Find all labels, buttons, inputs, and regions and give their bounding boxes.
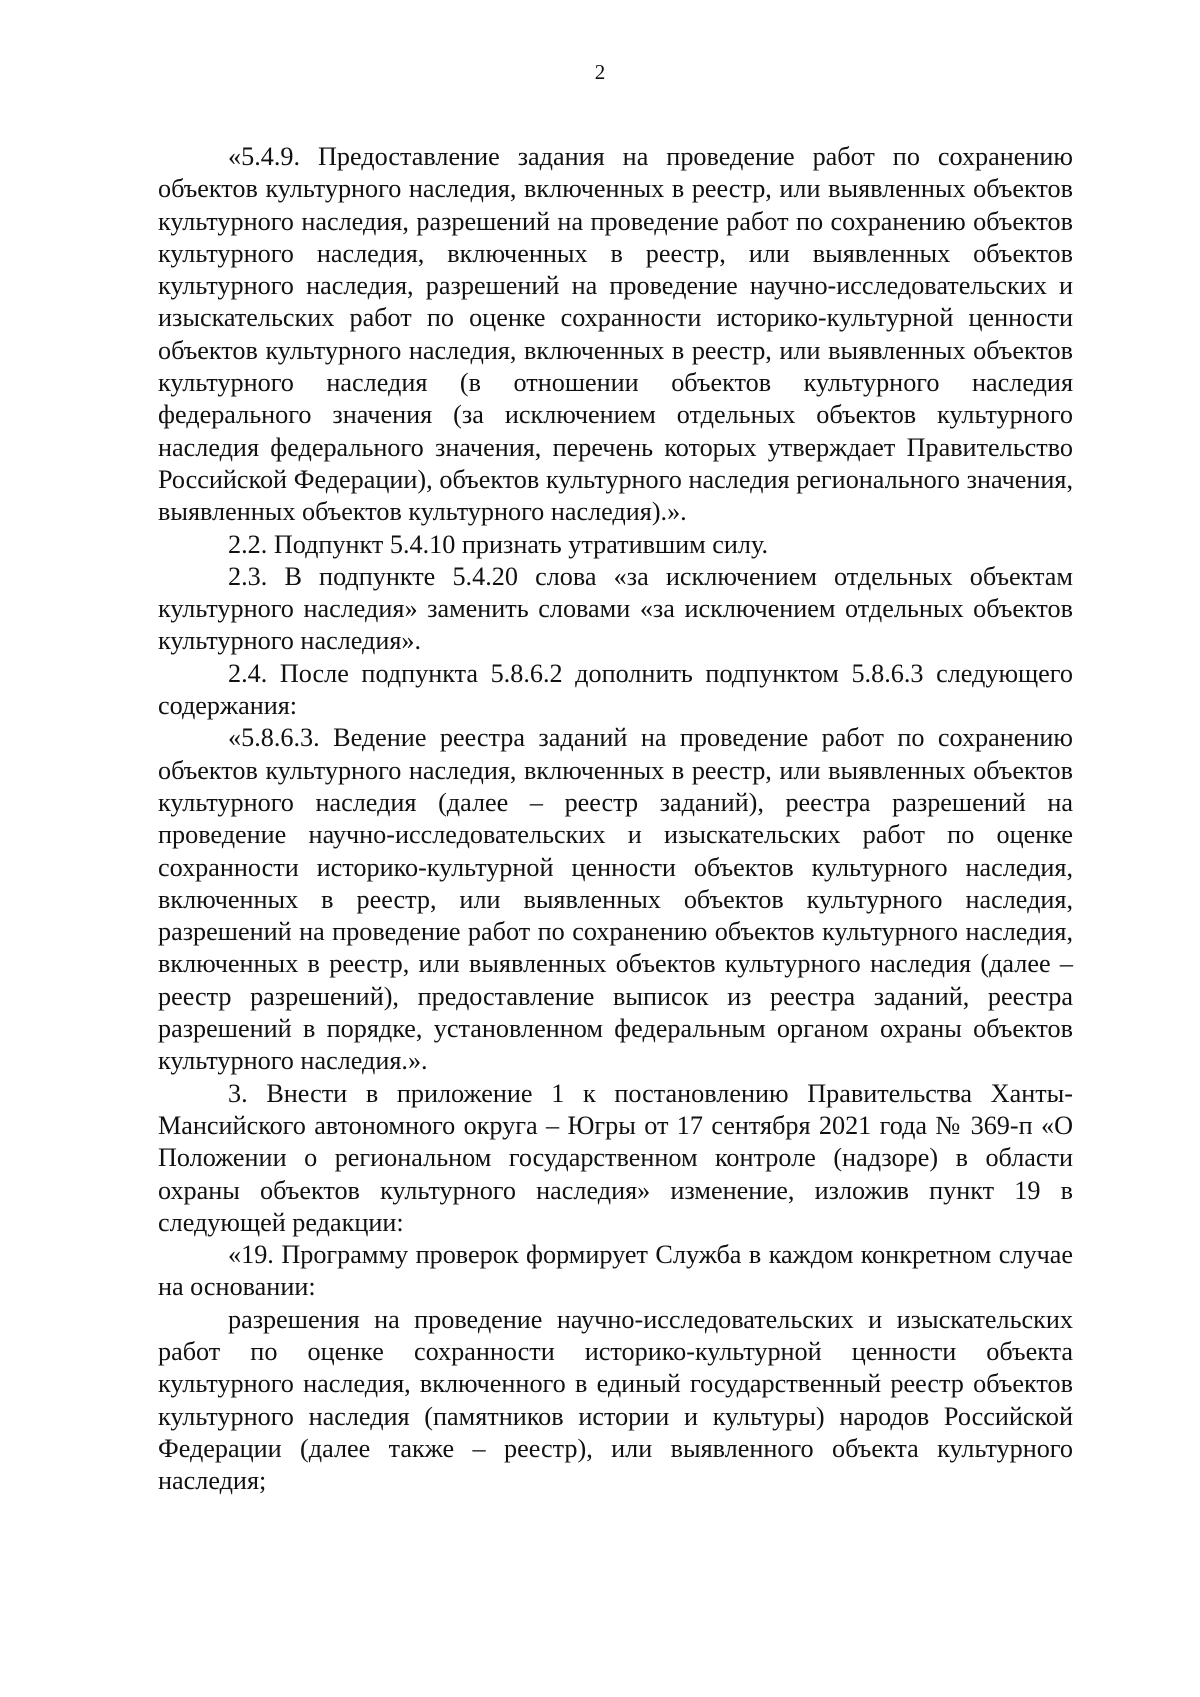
document-body — [158, 141, 1073, 1497]
paragraph-19-permit: разрешения на проведение научно-исследовательских и изыскательских работ по оценке сохранности историко-культурной ценности объекта культурного наследия, включенного в единый государственный реестр объектов культурного наследия (памятников истории и культуры) народов Российской Федерации (далее также – реестр), или выявленного объекта культурного наследия; — [158, 1304, 1073, 1496]
paragraph-2-2: 2.2. Подпункт 5.4.10 признать утратившим силу. — [228, 529, 769, 559]
page-number: 2 — [594, 60, 606, 84]
paragraph-2-4: 2.4. После подпункта 5.8.6.2 дополнить подпунктом 5.8.6.3 следующего содержания: — [158, 658, 1073, 721]
paragraph-3: 3. Внести в приложение 1 к постановлению Правительства Ханты-Мансийского автономного округа – Югры от 17 сентября 2021 года № 369-п «О Положении о региональном государственном контроле (надзоре) в области охраны объектов культурного наследия» изменение, изложив пункт 19 в следующей редакции: — [158, 1078, 1073, 1237]
paragraph-2-3: 2.3. В подпункте 5.4.20 слова «за исключением отдельных объектам культурного наследия» заменить словами «за исключением отдельных объектов культурного наследия». — [158, 561, 1073, 656]
paragraph-19: «19. Программу проверок формирует Служба в каждом конкретном случае на основании: — [158, 1240, 1073, 1302]
paragraph-5-8-6-3: «5.8.6.3. Ведение реестра заданий на проведение работ по сохранению объектов культурного наследия, включенных в реестр, или выявленных объектов культурного наследия (далее – реестр заданий), реестра разрешений на проведение научно-исследовательских и изыскательских работ по оценке сохранности историко-культурной ценности объектов культурного наследия, включенных в реестр, или выявленных объектов культурного наследия, разрешений на проведение работ по сохранению объектов культурного наследия, включенных в реестр, или выявленных объектов культурного наследия (далее – реестр разрешений), предоставление выписок из реестра заданий, реестра разрешений в порядке, установленном федеральным органом охраны объектов культурного наследия.». — [158, 723, 1073, 1076]
paragraph-5-4-9: «5.4.9. Предоставление задания на проведение работ по сохранению объектов культурного наследия, включенных в реестр, или выявленных объектов культурного наследия, разрешений на проведение работ по сохранению объектов культурного наследия, включенных в реестр, или выявленных объектов культурного наследия, разрешений на проведение научно-исследовательских и изыскательских работ по оценке сохранности историко-культурной ценности объектов культурного наследия, включенных в реестр, или выявленных объектов культурного наследия (в отношении объектов культурного наследия федерального значения (за исключением отдельных объектов культурного наследия федерального значения, перечень которых утверждает Правительство Российской Федерации), объектов культурного наследия регионального значения, выявленных объектов культурного наследия).». — [158, 142, 1073, 527]
